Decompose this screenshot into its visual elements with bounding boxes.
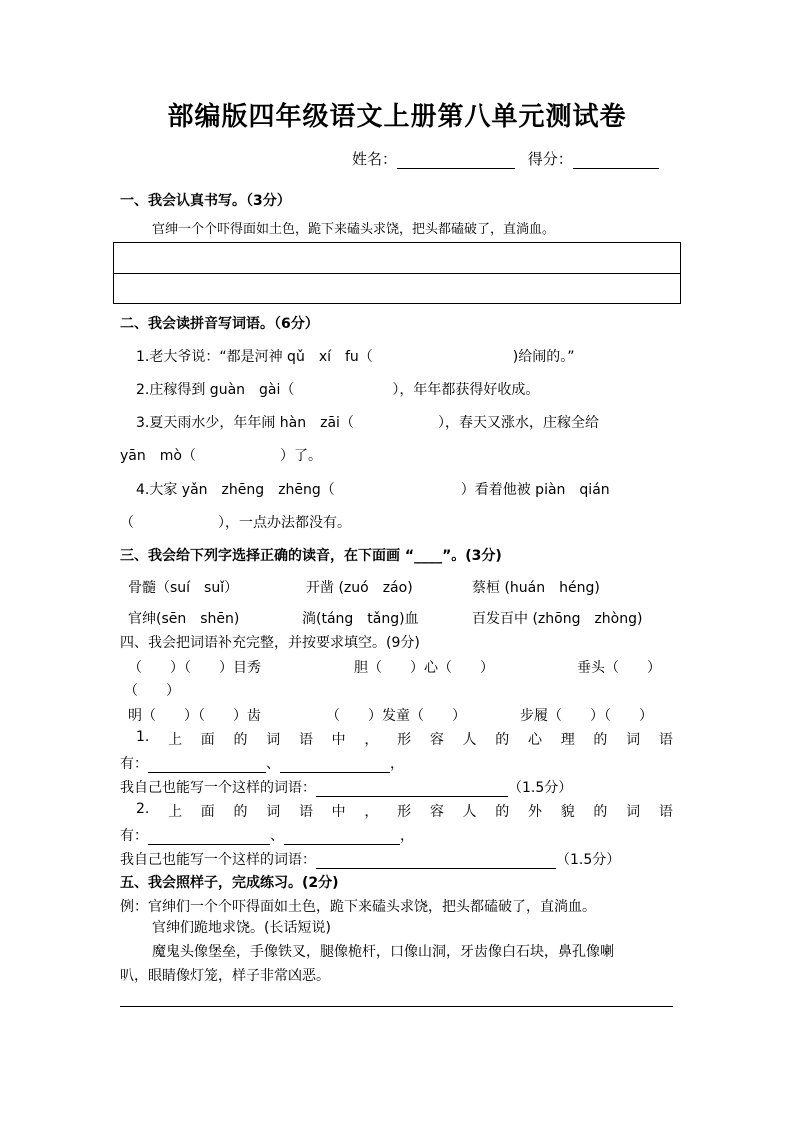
answer-blank[interactable]: [148, 758, 266, 773]
idiom-3[interactable]: 垂头（ ）: [577, 660, 661, 676]
example-sentence: 例：官绅们一个个吓得面如土色，跪下来磕头求饶，把头都磕破了，直淌血。: [120, 899, 596, 915]
section-2-heading: 二、我会读拼音写词语。（6分）: [120, 316, 319, 332]
idiom-2[interactable]: 胆（ ）心（ ）: [354, 660, 494, 676]
question-2-4-cont: （ ），一点办法都没有。: [120, 515, 351, 531]
answer-blank[interactable]: [316, 854, 556, 869]
answer-line[interactable]: [120, 1006, 673, 1007]
exercise-sentence: 魔鬼头像堡垒，手像铁叉，腿像桅杆，口像山洞，牙齿像白石块，鼻孔像喇: [152, 944, 614, 960]
idiom-5[interactable]: （ ）发童（ ）: [326, 708, 466, 724]
score-label: 得分：: [527, 150, 573, 168]
idiom-1[interactable]: （ ）（ ）目秀: [128, 660, 261, 676]
question-2-2: 2.庄稼得到 guàn gài（ ），年年都获得好收成。: [136, 382, 540, 398]
question-2-3-cont: yān mò（ ）了。: [120, 448, 322, 464]
question-4-1-own: 我自己也能写一个这样的词语： （1.5分）: [120, 780, 573, 796]
pronunciation-5[interactable]: 淌(táng tǎng)血: [302, 611, 419, 627]
idiom-6[interactable]: 步履（ ）（ ）: [520, 708, 653, 724]
idiom-3-cont[interactable]: （ ）: [124, 683, 180, 699]
writing-box-divider: [114, 273, 680, 274]
question-2-3: 3.夏天雨水少，年年闹 hàn zāi（ ），春天又涨水，庄稼全给: [136, 415, 599, 431]
idiom-4[interactable]: 明（ ）（ ）齿: [128, 708, 261, 724]
question-4-2-answer: 有： 、 ，: [120, 828, 414, 844]
question-4-1-answer: 有： 、 ，: [120, 756, 404, 772]
writing-box[interactable]: [113, 242, 681, 304]
exercise-sentence-cont: 叭，眼睛像灯笼，样子非常凶恶。: [120, 968, 330, 984]
score-field[interactable]: [573, 154, 659, 169]
example-answer: 官绅们跪地求饶。(长话短说): [152, 920, 331, 936]
answer-blank[interactable]: [284, 830, 400, 845]
pronunciation-2[interactable]: 开凿 (zuó záo): [306, 580, 413, 596]
section-4-heading: 四、我会把词语补充完整，并按要求填空。(9分): [120, 635, 420, 651]
pronunciation-4[interactable]: 官绅(sēn shēn): [128, 611, 240, 627]
pronunciation-1[interactable]: 骨髓（suí suǐ）: [128, 580, 239, 596]
pronunciation-3[interactable]: 蔡桓 (huán héng): [472, 580, 600, 596]
answer-blank[interactable]: [316, 782, 508, 797]
section-3-heading: 三、我会给下列字选择正确的读音，在下面画 “____”。(3分): [120, 548, 502, 564]
header-fields: [352, 148, 659, 169]
page-title: 部编版四年级语文上册第八单元测试卷: [167, 102, 627, 132]
name-label: 姓名：: [352, 150, 398, 168]
question-4-1: 1. 上 面 的 词 语 中 ， 形 容 人 的 心 理 的 词 语: [136, 729, 673, 748]
answer-blank[interactable]: [148, 830, 270, 845]
question-4-2-own: 我自己也能写一个这样的词语： （1.5分）: [120, 852, 621, 868]
copy-text: 官绅一个个吓得面如土色，跪下来磕头求饶，把头都磕破了，直淌血。: [152, 222, 556, 237]
section-5-heading: 五、我会照样子，完成练习。(2分): [120, 875, 339, 891]
section-1-heading: 一、我会认真书写。（3分）: [120, 193, 291, 209]
question-2-1: 1.老大爷说：“都是河神 qǔ xí fu（ )给闹的。”: [136, 349, 575, 365]
question-2-4: 4.大家 yǎn zhēng zhēng（ ）看着他被 piàn qián: [136, 482, 610, 498]
answer-blank[interactable]: [280, 758, 390, 773]
name-field[interactable]: [397, 154, 515, 169]
pronunciation-6[interactable]: 百发百中 (zhōng zhòng): [472, 611, 643, 627]
question-4-2: 2. 上 面 的 词 语 中 ， 形 容 人 的 外 貌 的 词 语: [136, 801, 673, 820]
